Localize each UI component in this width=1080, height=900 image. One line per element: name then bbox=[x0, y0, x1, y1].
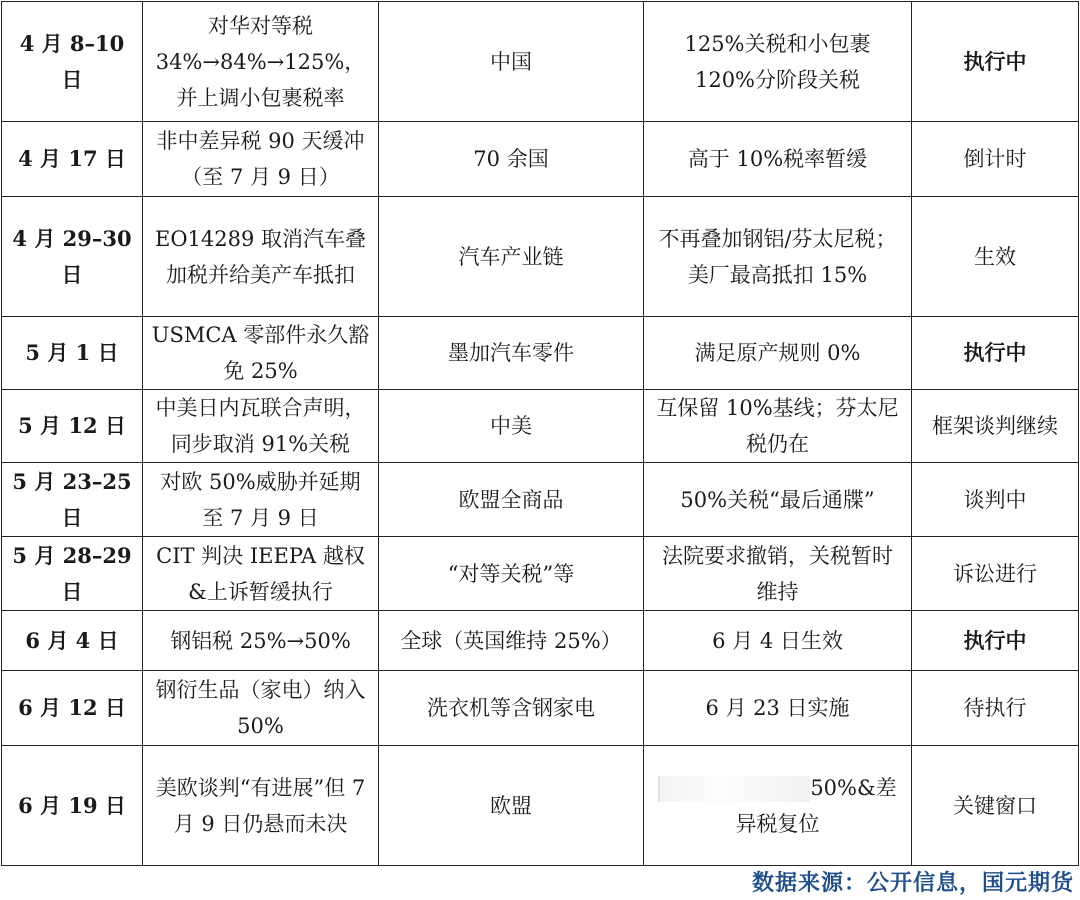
scope-cell: 汽车产业链 bbox=[379, 197, 644, 317]
table-row bbox=[2, 611, 1079, 671]
action-cell: 钢衍生品（家电）纳入 50% bbox=[143, 671, 379, 746]
table-row bbox=[2, 317, 1079, 390]
action-cell: 对欧 50%威胁并延期至 7 月 9 日 bbox=[143, 463, 379, 537]
detail-cell bbox=[644, 746, 912, 866]
detail-cell: 高于 10%税率暂缓 bbox=[644, 122, 912, 197]
detail-cell: 50%关税“最后通牒” bbox=[644, 463, 912, 537]
scope-cell: 70 余国 bbox=[379, 122, 644, 197]
status-cell: 执行中 bbox=[912, 2, 1079, 122]
action-cell: CIT 判决 IEEPA 越权&上诉暂缓执行 bbox=[143, 537, 379, 611]
detail-cell: 互保留 10%基线；芬太尼税仍在 bbox=[644, 390, 912, 463]
detail-cell: 6 月 23 日实施 bbox=[644, 671, 912, 746]
scope-cell: 洗衣机等含钢家电 bbox=[379, 671, 644, 746]
detail-text: 50%&差异税复位 bbox=[735, 775, 897, 836]
detail-cell: 不再叠加钢铝/芬太尼税；美厂最高抵扣 15% bbox=[644, 197, 912, 317]
date-cell: 6 月 12 日 bbox=[2, 671, 143, 746]
status-cell: 待执行 bbox=[912, 671, 1079, 746]
status-cell: 关键窗口 bbox=[912, 746, 1079, 866]
detail-cell: 125%关税和小包裹 120%分阶段关税 bbox=[644, 2, 912, 122]
table-row bbox=[2, 671, 1079, 746]
action-cell: 中美日内瓦联合声明，同步取消 91%关税 bbox=[143, 390, 379, 463]
table-row bbox=[2, 537, 1079, 611]
table-row bbox=[2, 746, 1079, 866]
table-row bbox=[2, 122, 1079, 197]
detail-cell: 法院要求撤销，关税暂时维持 bbox=[644, 537, 912, 611]
action-cell: USMCA 零部件永久豁免 25% bbox=[143, 317, 379, 390]
action-cell: 钢铝税 25%→50% bbox=[143, 611, 379, 671]
date-cell: 5 月 23–25 日 bbox=[2, 463, 143, 537]
date-cell: 4 月 29–30 日 bbox=[2, 197, 143, 317]
scope-cell: “对等关税”等 bbox=[379, 537, 644, 611]
date-cell: 5 月 12 日 bbox=[2, 390, 143, 463]
scope-cell: 中美 bbox=[379, 390, 644, 463]
scope-cell: 中国 bbox=[379, 2, 644, 122]
date-cell: 5 月 1 日 bbox=[2, 317, 143, 390]
redaction-mark bbox=[658, 776, 810, 802]
table-row bbox=[2, 390, 1079, 463]
date-cell: 6 月 19 日 bbox=[2, 746, 143, 866]
tariff-timeline-table bbox=[1, 1, 1079, 866]
date-cell: 4 月 17 日 bbox=[2, 122, 143, 197]
table-row bbox=[2, 197, 1079, 317]
source-note: 数据来源：公开信息，国元期货 bbox=[751, 871, 1074, 896]
detail-cell: 满足原产规则 0% bbox=[644, 317, 912, 390]
scope-cell: 全球（英国维持 25%） bbox=[379, 611, 644, 671]
status-cell: 执行中 bbox=[912, 317, 1079, 390]
status-cell: 诉讼进行 bbox=[912, 537, 1079, 611]
status-cell: 框架谈判继续 bbox=[912, 390, 1079, 463]
detail-cell: 6 月 4 日生效 bbox=[644, 611, 912, 671]
table-row bbox=[2, 463, 1079, 537]
date-cell: 6 月 4 日 bbox=[2, 611, 143, 671]
date-cell: 5 月 28–29 日 bbox=[2, 537, 143, 611]
table-row bbox=[2, 2, 1079, 122]
action-cell: 对华对等税 34%→84%→125%，并上调小包裹税率 bbox=[143, 2, 379, 122]
scope-cell: 欧盟 bbox=[379, 746, 644, 866]
action-cell: 美欧谈判“有进展”但 7 月 9 日仍悬而未决 bbox=[143, 746, 379, 866]
status-cell: 倒计时 bbox=[912, 122, 1079, 197]
action-cell: EO14289 取消汽车叠加税并给美产车抵扣 bbox=[143, 197, 379, 317]
scope-cell: 墨加汽车零件 bbox=[379, 317, 644, 390]
date-cell: 4 月 8–10 日 bbox=[2, 2, 143, 122]
status-cell: 谈判中 bbox=[912, 463, 1079, 537]
scope-cell: 欧盟全商品 bbox=[379, 463, 644, 537]
status-cell: 生效 bbox=[912, 197, 1079, 317]
status-cell: 执行中 bbox=[912, 611, 1079, 671]
action-cell: 非中差异税 90 天缓冲（至 7 月 9 日） bbox=[143, 122, 379, 197]
